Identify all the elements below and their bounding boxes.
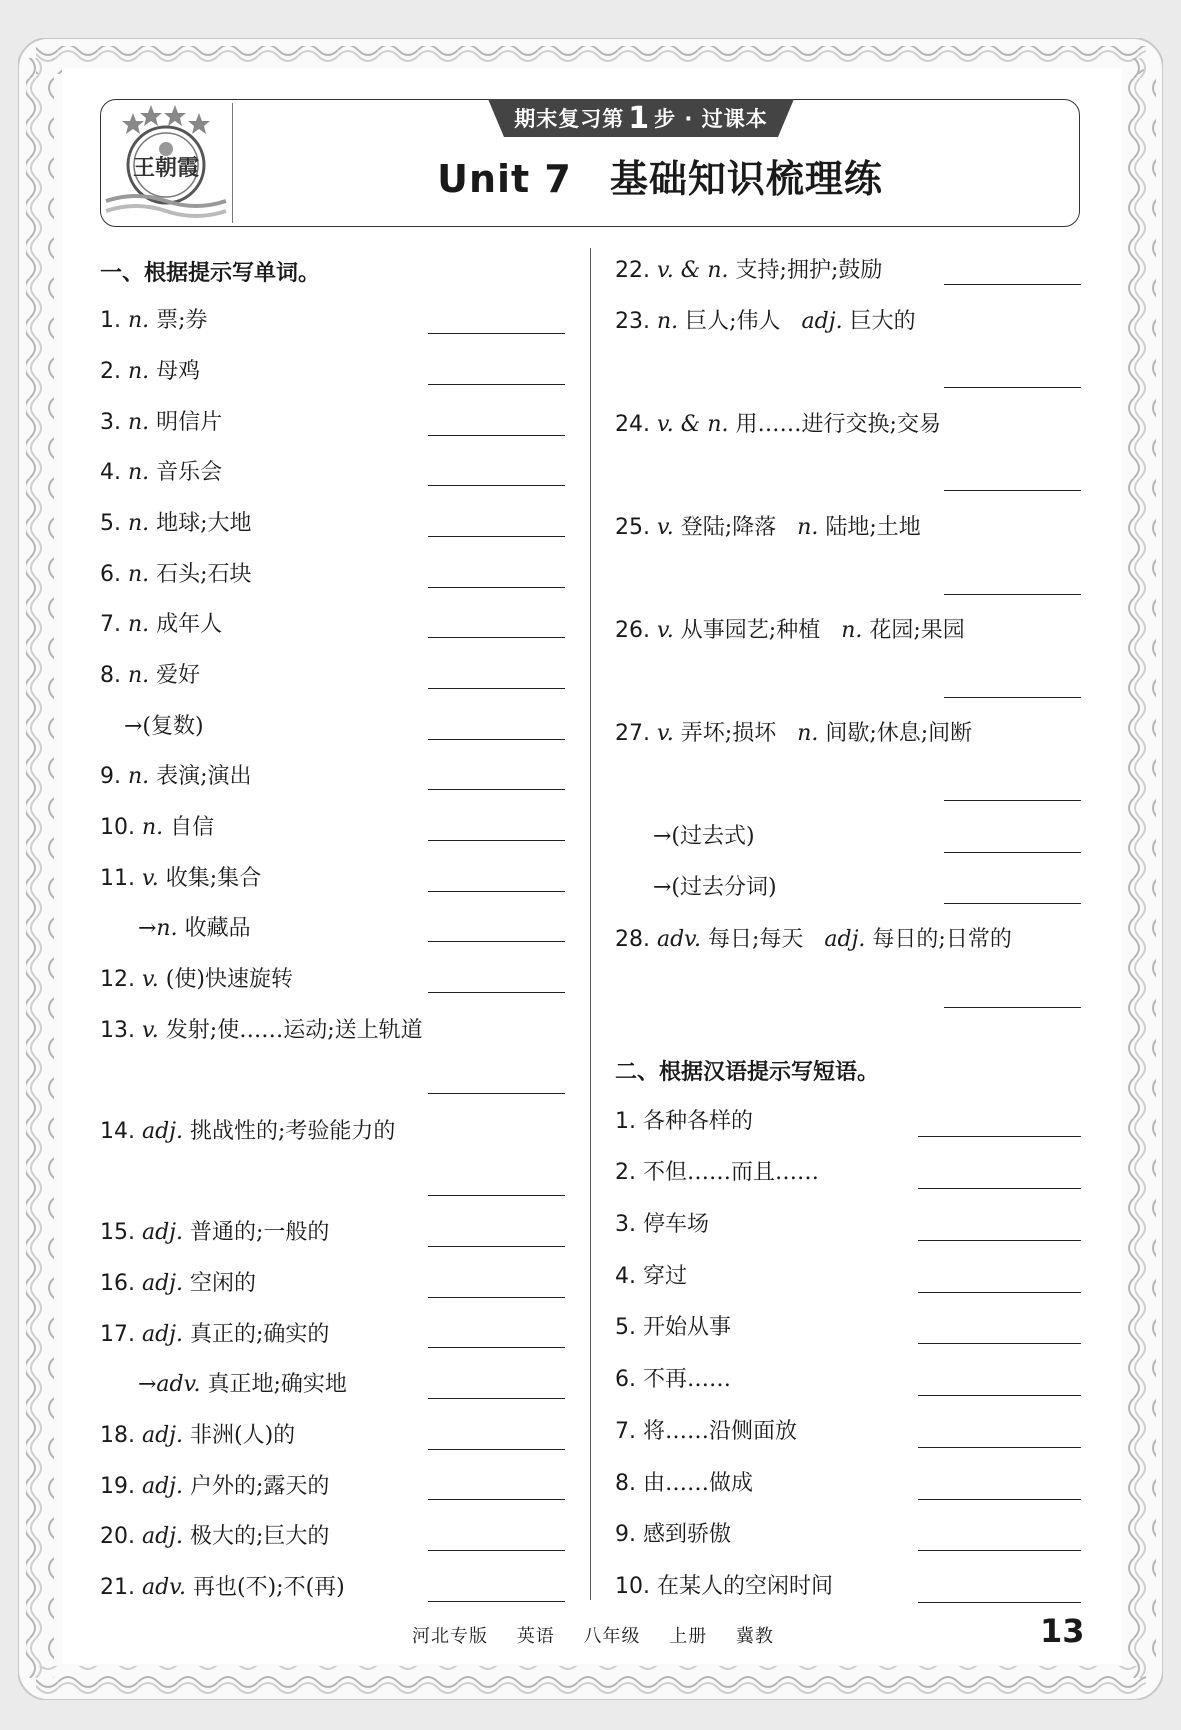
list-item — [615, 1469, 753, 1499]
item-number: 8. — [100, 663, 128, 688]
list-item — [615, 925, 1012, 955]
page-number: 13 — [1040, 1612, 1085, 1650]
item-text: 票;券 — [156, 308, 208, 333]
item-text: 穿过 — [642, 1264, 687, 1289]
list-item — [615, 1262, 687, 1292]
item-text: 空闲的 — [190, 1271, 257, 1296]
list-item — [615, 1417, 797, 1447]
section-title: 二、根据汉语提示写短语。 — [615, 1060, 880, 1085]
item-number: 20. — [100, 1524, 142, 1549]
answer-blank[interactable] — [944, 284, 1081, 285]
item-text: 在某人的空闲时间 — [656, 1574, 833, 1599]
item-text: 各种各样的 — [642, 1109, 753, 1134]
publisher-logo — [100, 99, 232, 227]
item-number: 27. — [615, 721, 657, 746]
item-text: 收藏品 — [184, 916, 251, 941]
logo-divider — [232, 103, 233, 223]
list-item — [100, 1117, 395, 1147]
item-text: 陆地;土地 — [825, 515, 921, 540]
list-item — [138, 1370, 347, 1400]
item-text: →(过去分词) — [653, 875, 777, 900]
item-text: 户外的;露天的 — [190, 1474, 330, 1499]
answer-blank[interactable] — [428, 1499, 565, 1500]
answer-blank[interactable] — [428, 485, 565, 486]
footer-volume: 上册 — [669, 1626, 708, 1647]
answer-blank[interactable] — [918, 1136, 1081, 1137]
list-item — [124, 712, 204, 742]
list-item — [100, 408, 222, 438]
column-divider — [590, 248, 591, 1600]
item-number: 1. — [615, 1109, 643, 1134]
answer-blank[interactable] — [428, 333, 565, 334]
item-text: 开始从事 — [642, 1315, 731, 1340]
list-item — [100, 610, 222, 640]
item-number: 25. — [615, 515, 657, 540]
item-text: 真正的;确实的 — [190, 1322, 330, 1347]
answer-blank[interactable] — [428, 1398, 565, 1399]
part-of-speech: n. — [127, 562, 157, 587]
part-of-speech: n. — [776, 721, 826, 746]
answer-blank[interactable] — [944, 903, 1081, 904]
part-of-speech: v. — [141, 967, 166, 992]
item-text: 收集;集合 — [165, 866, 262, 891]
item-text: 母鸡 — [156, 359, 201, 384]
list-item — [100, 813, 214, 843]
part-of-speech: adj. — [780, 309, 850, 334]
item-number: 23. — [615, 309, 657, 334]
answer-blank[interactable] — [428, 789, 565, 790]
item-text: 巨大的 — [849, 309, 916, 334]
tab-prefix: 期末复习第 — [514, 107, 625, 131]
item-text: 成年人 — [156, 612, 223, 637]
part-of-speech: v. — [141, 866, 166, 891]
item-text: 间歇;休息;间断 — [825, 721, 973, 746]
item-text: (使)快速旋转 — [165, 967, 293, 992]
list-item — [100, 509, 252, 539]
part-of-speech: →adv. — [138, 1372, 208, 1397]
answer-blank[interactable] — [944, 490, 1081, 491]
list-item — [100, 762, 252, 792]
item-number: 10. — [100, 815, 142, 840]
item-number: 7. — [615, 1419, 643, 1444]
list-item — [100, 1421, 295, 1451]
answer-blank[interactable] — [918, 1343, 1081, 1344]
part-of-speech: adv. — [141, 1575, 193, 1600]
item-text: 发射;使……运动;送上轨道 — [165, 1018, 423, 1043]
item-number: 18. — [100, 1423, 142, 1448]
list-item — [615, 513, 921, 543]
list-item — [100, 661, 200, 691]
list-item — [100, 560, 252, 590]
part-of-speech: adj. — [141, 1474, 190, 1499]
answer-blank[interactable] — [428, 587, 565, 588]
list-item — [653, 873, 777, 903]
item-number: 6. — [615, 1367, 643, 1392]
item-number: 9. — [615, 1522, 643, 1547]
list-item — [138, 914, 251, 944]
answer-blank[interactable] — [944, 852, 1081, 853]
answer-blank[interactable] — [918, 1550, 1081, 1551]
part-of-speech: n. — [127, 663, 157, 688]
list-item — [615, 1520, 731, 1550]
answer-blank[interactable] — [944, 1007, 1081, 1008]
item-number: 13. — [100, 1018, 142, 1043]
answer-blank[interactable] — [428, 840, 565, 841]
part-of-speech: adj. — [141, 1524, 190, 1549]
answer-blank[interactable] — [918, 1188, 1081, 1189]
part-of-speech: v. — [656, 515, 681, 540]
list-item — [615, 1210, 709, 1240]
item-text: 停车场 — [642, 1212, 709, 1237]
list-item — [615, 1107, 753, 1137]
item-text: 爱好 — [156, 663, 201, 688]
item-number: 14. — [100, 1119, 142, 1144]
item-number: 7. — [100, 612, 128, 637]
tab-step-number: 1 — [628, 100, 651, 136]
item-number: 3. — [615, 1212, 643, 1237]
item-text: 用……进行交换;交易 — [735, 412, 941, 437]
list-item — [100, 357, 200, 387]
list-item — [100, 1016, 423, 1046]
footer-publisher: 冀教 — [735, 1626, 774, 1647]
part-of-speech: adj. — [141, 1423, 190, 1448]
answer-blank[interactable] — [918, 1447, 1081, 1448]
item-text: 支持;拥护;鼓励 — [735, 258, 883, 283]
item-number: 11. — [100, 866, 142, 891]
item-number: 12. — [100, 967, 142, 992]
item-text: 不再…… — [642, 1367, 731, 1392]
footer-edition: 河北专版 — [412, 1626, 488, 1647]
part-of-speech: n. — [127, 511, 157, 536]
item-number: 2. — [100, 359, 128, 384]
item-number: 4. — [615, 1264, 643, 1289]
list-item — [615, 410, 941, 440]
list-item — [100, 1269, 256, 1299]
item-text: 花园;果园 — [869, 618, 965, 643]
answer-blank[interactable] — [428, 688, 565, 689]
item-number: 5. — [615, 1315, 643, 1340]
item-text: 每日;每天 — [708, 927, 804, 952]
part-of-speech: n. — [141, 815, 171, 840]
part-of-speech: v. — [656, 721, 681, 746]
title-text: 基础知识梳理练 — [609, 157, 883, 201]
item-text: 从事园艺;种植 — [680, 618, 821, 643]
unit-label: Unit 7 — [437, 157, 572, 201]
logo-text: 王朝霞 — [132, 155, 200, 181]
item-text: 地球;大地 — [156, 511, 252, 536]
item-number: 21. — [100, 1575, 142, 1600]
answer-blank[interactable] — [918, 1602, 1081, 1603]
list-item — [615, 1572, 833, 1602]
answer-blank[interactable] — [428, 1093, 565, 1094]
list-item — [100, 306, 208, 336]
page-title — [240, 148, 1080, 203]
list-item — [100, 1218, 329, 1248]
footer-info — [412, 1622, 796, 1648]
item-text: 普通的;一般的 — [190, 1220, 330, 1245]
item-text: 将……沿侧面放 — [642, 1419, 797, 1444]
item-number: 2. — [615, 1160, 643, 1185]
list-item — [615, 256, 882, 286]
item-number: 15. — [100, 1220, 142, 1245]
list-item — [615, 1313, 731, 1343]
item-text: 再也(不);不(再) — [193, 1575, 345, 1600]
item-number: 16. — [100, 1271, 142, 1296]
item-text: 由……做成 — [642, 1471, 753, 1496]
answer-blank[interactable] — [428, 1601, 565, 1602]
list-item — [615, 1158, 819, 1188]
list-item — [615, 307, 916, 337]
item-number: 1. — [100, 308, 128, 333]
answer-blank[interactable] — [428, 891, 565, 892]
answer-blank[interactable] — [944, 800, 1081, 801]
part-of-speech: v. & n. — [656, 412, 736, 437]
part-of-speech: adj. — [141, 1220, 190, 1245]
list-item — [100, 1320, 329, 1350]
item-text: 每日的;日常的 — [872, 927, 1012, 952]
answer-blank[interactable] — [428, 536, 565, 537]
header-tab-label — [488, 99, 794, 137]
item-text: →(复数) — [124, 714, 204, 739]
part-of-speech: n. — [127, 308, 157, 333]
item-text: 巨人;伟人 — [685, 309, 781, 334]
item-number: 17. — [100, 1322, 142, 1347]
part-of-speech: v. — [656, 618, 681, 643]
part-of-speech: →n. — [138, 916, 185, 941]
answer-blank[interactable] — [428, 1347, 565, 1348]
item-text: 极大的;巨大的 — [190, 1524, 330, 1549]
part-of-speech: n. — [656, 309, 686, 334]
answer-blank[interactable] — [428, 941, 565, 942]
item-text: 非洲(人)的 — [190, 1423, 296, 1448]
part-of-speech: n. — [127, 612, 157, 637]
item-text: 感到骄傲 — [642, 1522, 731, 1547]
item-number: 24. — [615, 412, 657, 437]
answer-blank[interactable] — [428, 1246, 565, 1247]
list-item — [615, 616, 965, 646]
part-of-speech: adj. — [141, 1119, 190, 1144]
answer-blank[interactable] — [918, 1292, 1081, 1293]
part-of-speech: adj. — [141, 1322, 190, 1347]
item-number: 19. — [100, 1474, 142, 1499]
item-number: 3. — [100, 410, 128, 435]
item-text: →(过去式) — [653, 824, 755, 849]
item-text: 音乐会 — [156, 460, 223, 485]
footer-grade: 八年级 — [583, 1626, 641, 1647]
answer-blank[interactable] — [428, 992, 565, 993]
part-of-speech: n. — [820, 618, 870, 643]
part-of-speech: n. — [127, 359, 157, 384]
section-title: 一、根据提示写单词。 — [100, 261, 321, 286]
item-number: 22. — [615, 258, 657, 283]
list-item — [615, 719, 972, 749]
item-number: 5. — [100, 511, 128, 536]
part-of-speech: n. — [127, 410, 157, 435]
item-number: 6. — [100, 562, 128, 587]
answer-blank[interactable] — [428, 637, 565, 638]
item-text: 明信片 — [156, 410, 223, 435]
part-of-speech: adv. — [656, 927, 708, 952]
answer-blank[interactable] — [428, 1297, 565, 1298]
item-text: 真正地;确实地 — [207, 1372, 347, 1397]
answer-blank[interactable] — [428, 435, 565, 436]
answer-blank[interactable] — [428, 1550, 565, 1551]
item-text: 挑战性的;考验能力的 — [190, 1119, 396, 1144]
answer-blank[interactable] — [918, 1240, 1081, 1241]
item-text: 不但……而且…… — [642, 1160, 819, 1185]
answer-blank[interactable] — [944, 594, 1081, 595]
list-item — [100, 458, 222, 488]
answer-blank[interactable] — [944, 387, 1081, 388]
list-item — [100, 864, 261, 894]
part-of-speech: n. — [776, 515, 826, 540]
answer-blank[interactable] — [428, 739, 565, 740]
item-text: 登陆;降落 — [680, 515, 777, 540]
item-text: 石头;石块 — [156, 562, 252, 587]
item-number: 28. — [615, 927, 657, 952]
part-of-speech: adj. — [141, 1271, 190, 1296]
part-of-speech: n. — [127, 460, 157, 485]
part-of-speech: v. & n. — [656, 258, 736, 283]
answer-blank[interactable] — [428, 1449, 565, 1450]
answer-blank[interactable] — [428, 384, 565, 385]
answer-blank[interactable] — [918, 1499, 1081, 1500]
list-item — [100, 1573, 345, 1603]
item-number: 4. — [100, 460, 128, 485]
tab-suffix: 步 · 过课本 — [654, 107, 768, 131]
list-item — [615, 1365, 731, 1395]
item-number: 26. — [615, 618, 657, 643]
answer-blank[interactable] — [428, 1195, 565, 1196]
list-item — [100, 1472, 329, 1502]
item-number: 9. — [100, 764, 128, 789]
item-text: 自信 — [170, 815, 215, 840]
list-item — [100, 965, 293, 995]
list-item — [100, 1522, 329, 1552]
item-text: 弄坏;损坏 — [680, 721, 777, 746]
part-of-speech: v. — [141, 1018, 166, 1043]
part-of-speech: n. — [127, 764, 157, 789]
item-text: 表演;演出 — [156, 764, 252, 789]
answer-blank[interactable] — [944, 697, 1081, 698]
part-of-speech: adj. — [803, 927, 873, 952]
item-number: 10. — [615, 1574, 657, 1599]
answer-blank[interactable] — [918, 1395, 1081, 1396]
footer-subject: 英语 — [516, 1626, 555, 1647]
list-item — [653, 822, 755, 852]
item-number: 8. — [615, 1471, 643, 1496]
